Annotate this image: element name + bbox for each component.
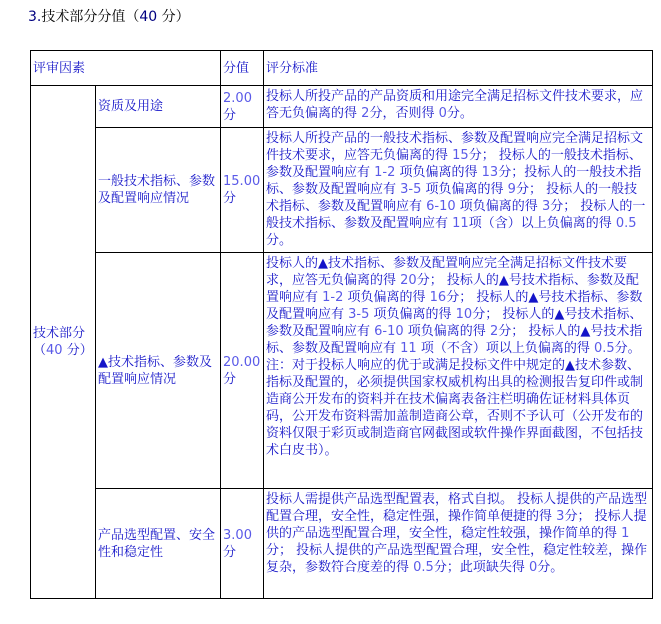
factor-cell-general-specs: 一般技术指标、参数及配置响应情况 bbox=[96, 128, 221, 253]
criteria-text: 投标人需提供产品选型配置表，格式自拟。 投标人提供的产品选型配置合理，安全性，稳定性强，操作简单便捷的得 3分； 投标人提供的产品选型配置合理，安全性，稳定性较强，操作简单的得 1分； 投标人提供的产品选型配置合理，安全性，稳定性较差，操作复杂，参数符合度差的得 0.5分；此项缺失得 0分。 bbox=[266, 491, 648, 575]
score-cell-key-specs: 20.00 分 bbox=[221, 253, 264, 489]
scoring-table bbox=[30, 50, 653, 599]
criteria-cell-general-specs bbox=[264, 128, 653, 253]
table-row-key-specs bbox=[31, 253, 653, 489]
col-header-score: 分值 bbox=[221, 51, 264, 86]
category-cell-technical-part: 技术部分（40 分） bbox=[31, 86, 96, 599]
factor-cell-qualification: 资质及用途 bbox=[96, 86, 221, 128]
col-header-criteria: 评分标准 bbox=[264, 51, 653, 86]
score-cell-product-config: 3.00 分 bbox=[221, 489, 264, 599]
factor-cell-product-config: 产品选型配置、安全性和稳定性 bbox=[96, 489, 221, 599]
section-title: 3.技术部分分值（40 分） bbox=[28, 9, 190, 25]
criteria-cell-key-specs bbox=[264, 253, 653, 489]
factor-cell-key-specs: ▲技术指标、参数及配置响应情况 bbox=[96, 253, 221, 489]
score-cell-general-specs: 15.00 分 bbox=[221, 128, 264, 253]
criteria-text: 投标人所投产品的一般技术指标、参数及配置响应完全满足招标文件技术要求，应答无负偏离的得 15分； 投标人的一般技术指标、参数及配置响应有 1-2 项负偏离的得 13分；投标人的一般技术指标、参数及配置响应有 3-5 项负偏离的得 9分； 投标人的一般技术指标、参数及配置响应有 6-10 项负偏离的得 3分； 投标人的一般技术指标、参数及配置响应有 11项（含）以上负偏离的得 0.5分。 bbox=[266, 130, 646, 248]
table-row-general-specs bbox=[31, 128, 653, 253]
criteria-text: 投标人的▲技术指标、参数及配置响应完全满足招标文件技术要求，应答无负偏离的得 20分； 投标人的▲号技术指标、参数及配置响应有 1-2 项负偏离的得 16分； 投标人的▲号技术指标、参数及配置响应有 3-5 项负偏离的得 10分； 投标人的▲号技术指标、参数及配置响应有 6-10 项负偏离的得 2分； 投标人的▲号技术指标、参数及配置响应有 11 项（不含）项以上负偏离的得 0.5分。 注：对于投标人响应的优于或满足投标文件中规定的▲技术参数、指标及配置的，必须提供国家权威机构出具的检测报告复印件或制造商公开发布的资料并在技术偏离表备注栏明确佐证材料具体页码，公开发布资料需加盖制造商公章，否则不予认可（公开发布的资料仅限于彩页或制造商官网截图或软件操作界面截图，不包括技术白皮书）。 bbox=[266, 255, 644, 458]
criteria-cell-product-config bbox=[264, 489, 653, 599]
score-cell-qualification: 2.00 分 bbox=[221, 86, 264, 128]
col-header-factor: 评审因素 bbox=[31, 51, 221, 86]
criteria-cell-qualification bbox=[264, 86, 653, 128]
table-row-product-config bbox=[31, 489, 653, 599]
table-header-row bbox=[31, 51, 653, 86]
table-row-qualification bbox=[31, 86, 653, 128]
criteria-text: 投标人所投产品的产品资质和用途完全满足招标文件技术要求，应答无负偏离的得 2分，否则得 0分。 bbox=[266, 88, 644, 121]
